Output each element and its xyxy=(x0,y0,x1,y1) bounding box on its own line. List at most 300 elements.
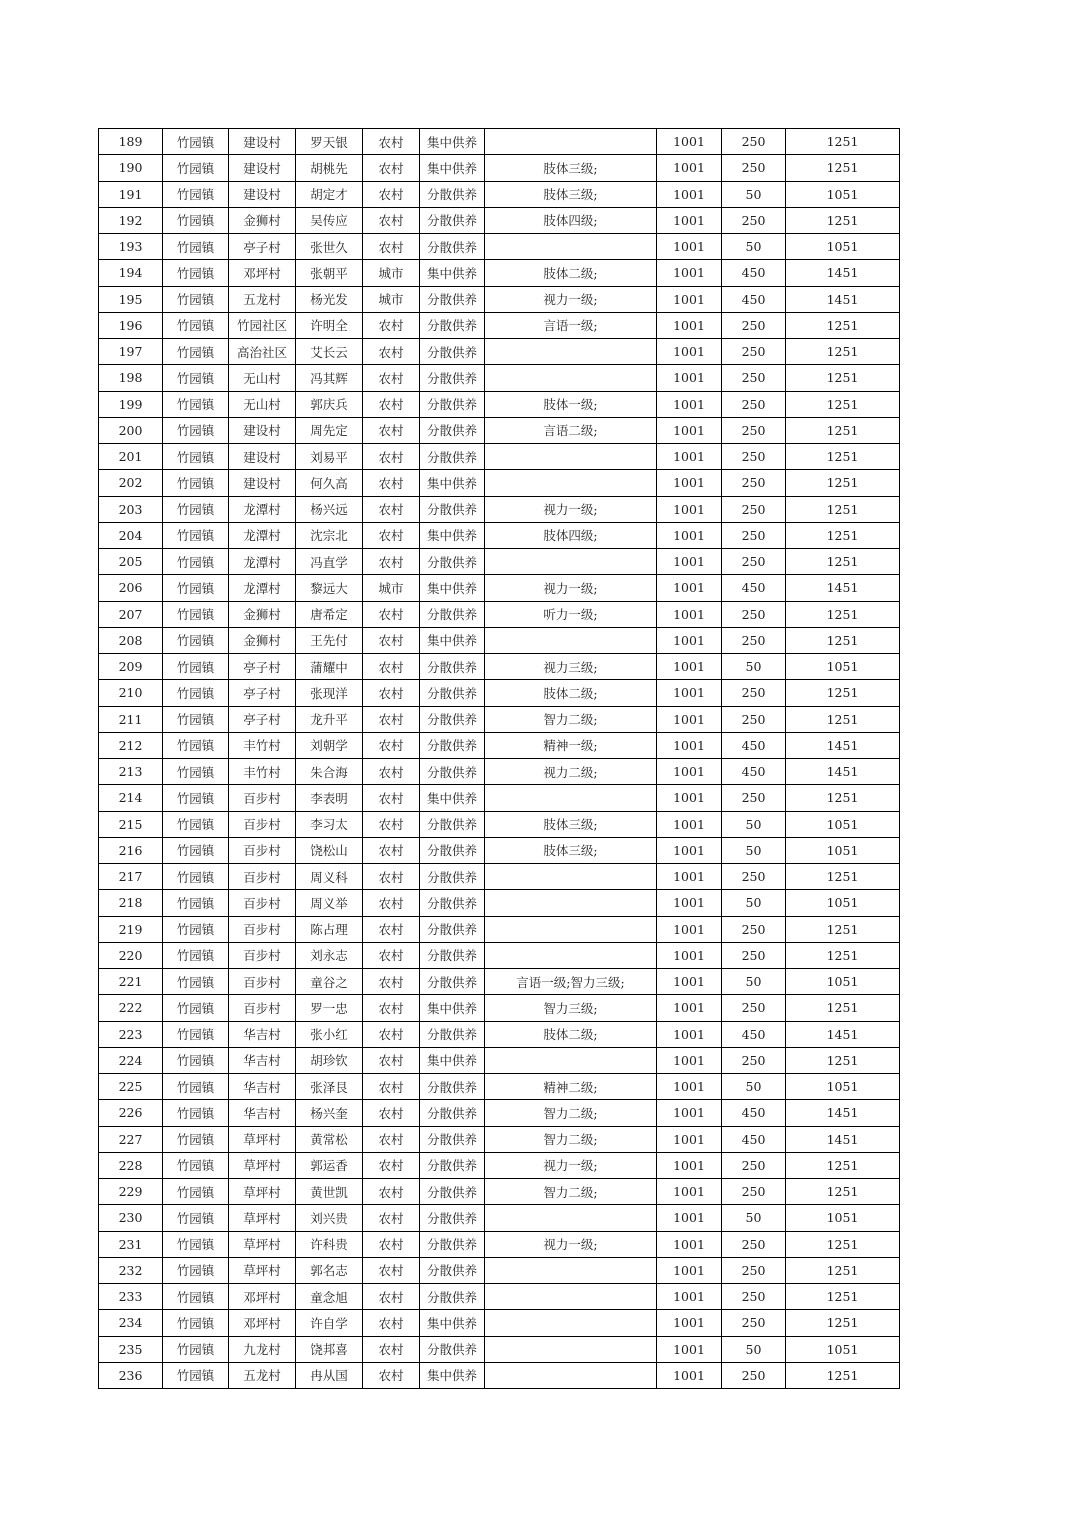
cell-base: 1001 xyxy=(657,312,722,338)
cell-town: 竹园镇 xyxy=(163,339,229,365)
table-row xyxy=(99,1179,900,1205)
cell-village: 草坪村 xyxy=(229,1231,296,1257)
cell-area: 农村 xyxy=(363,680,420,706)
cell-name: 胡定才 xyxy=(296,181,363,207)
cell-support: 分散供养 xyxy=(420,417,485,443)
cell-village: 五龙村 xyxy=(229,1362,296,1388)
cell-base: 1001 xyxy=(657,759,722,785)
cell-village: 百步村 xyxy=(229,811,296,837)
cell-support: 分散供养 xyxy=(420,732,485,758)
cell-support: 集中供养 xyxy=(420,1310,485,1336)
table-row xyxy=(99,1205,900,1231)
cell-area: 农村 xyxy=(363,1257,420,1283)
cell-disability: 言语一级;智力三级; xyxy=(485,969,657,995)
cell-village: 丰竹村 xyxy=(229,732,296,758)
cell-subsidy: 50 xyxy=(722,1074,786,1100)
cell-village: 建设村 xyxy=(229,155,296,181)
cell-area: 农村 xyxy=(363,1152,420,1178)
table-row xyxy=(99,916,900,942)
cell-town: 竹园镇 xyxy=(163,680,229,706)
cell-name: 周义科 xyxy=(296,864,363,890)
cell-seq: 200 xyxy=(99,417,163,443)
cell-village: 百步村 xyxy=(229,785,296,811)
cell-town: 竹园镇 xyxy=(163,260,229,286)
cell-total: 1051 xyxy=(786,1205,900,1231)
table-row xyxy=(99,706,900,732)
cell-name: 朱合海 xyxy=(296,759,363,785)
table-row xyxy=(99,129,900,155)
cell-support: 集中供养 xyxy=(420,470,485,496)
cell-total: 1251 xyxy=(786,1284,900,1310)
cell-name: 蒲耀中 xyxy=(296,654,363,680)
cell-total: 1051 xyxy=(786,181,900,207)
cell-area: 农村 xyxy=(363,811,420,837)
cell-area: 农村 xyxy=(363,601,420,627)
cell-area: 农村 xyxy=(363,1310,420,1336)
cell-village: 百步村 xyxy=(229,890,296,916)
cell-support: 集中供养 xyxy=(420,627,485,653)
cell-name: 何久高 xyxy=(296,470,363,496)
table-row xyxy=(99,1047,900,1073)
cell-seq: 201 xyxy=(99,444,163,470)
cell-name: 胡珍钦 xyxy=(296,1047,363,1073)
cell-disability: 智力二级; xyxy=(485,1126,657,1152)
cell-total: 1251 xyxy=(786,1231,900,1257)
cell-area: 农村 xyxy=(363,1205,420,1231)
cell-disability: 精神二级; xyxy=(485,1074,657,1100)
cell-base: 1001 xyxy=(657,837,722,863)
cell-subsidy: 250 xyxy=(722,680,786,706)
cell-area: 城市 xyxy=(363,260,420,286)
cell-town: 竹园镇 xyxy=(163,181,229,207)
table-row xyxy=(99,627,900,653)
cell-name: 刘兴贵 xyxy=(296,1205,363,1231)
cell-disability: 智力二级; xyxy=(485,1179,657,1205)
cell-disability: 肢体三级; xyxy=(485,811,657,837)
cell-subsidy: 250 xyxy=(722,470,786,496)
cell-town: 竹园镇 xyxy=(163,864,229,890)
cell-subsidy: 250 xyxy=(722,1047,786,1073)
cell-base: 1001 xyxy=(657,890,722,916)
cell-disability: 肢体三级; xyxy=(485,181,657,207)
cell-seq: 223 xyxy=(99,1021,163,1047)
cell-disability: 精神一级; xyxy=(485,732,657,758)
cell-village: 百步村 xyxy=(229,916,296,942)
cell-total: 1251 xyxy=(786,391,900,417)
cell-village: 丰竹村 xyxy=(229,759,296,785)
cell-support: 分散供养 xyxy=(420,1021,485,1047)
cell-seq: 233 xyxy=(99,1284,163,1310)
cell-total: 1251 xyxy=(786,1362,900,1388)
cell-town: 竹园镇 xyxy=(163,1074,229,1100)
cell-name: 李习太 xyxy=(296,811,363,837)
cell-area: 城市 xyxy=(363,575,420,601)
cell-seq: 228 xyxy=(99,1152,163,1178)
cell-name: 陈占理 xyxy=(296,916,363,942)
cell-disability: 视力一级; xyxy=(485,1152,657,1178)
cell-total: 1251 xyxy=(786,680,900,706)
cell-subsidy: 450 xyxy=(722,1021,786,1047)
cell-town: 竹园镇 xyxy=(163,1205,229,1231)
cell-name: 郭名志 xyxy=(296,1257,363,1283)
table-row xyxy=(99,312,900,338)
cell-support: 集中供养 xyxy=(420,129,485,155)
cell-seq: 235 xyxy=(99,1336,163,1362)
cell-subsidy: 50 xyxy=(722,811,786,837)
cell-name: 胡桃先 xyxy=(296,155,363,181)
cell-base: 1001 xyxy=(657,995,722,1021)
cell-town: 竹园镇 xyxy=(163,470,229,496)
cell-town: 竹园镇 xyxy=(163,732,229,758)
cell-area: 农村 xyxy=(363,864,420,890)
cell-seq: 232 xyxy=(99,1257,163,1283)
cell-name: 龙升平 xyxy=(296,706,363,732)
cell-base: 1001 xyxy=(657,1362,722,1388)
cell-disability: 视力一级; xyxy=(485,1231,657,1257)
cell-area: 农村 xyxy=(363,155,420,181)
cell-support: 分散供养 xyxy=(420,1100,485,1126)
cell-support: 分散供养 xyxy=(420,811,485,837)
cell-town: 竹园镇 xyxy=(163,207,229,233)
cell-total: 1251 xyxy=(786,522,900,548)
cell-base: 1001 xyxy=(657,1284,722,1310)
cell-seq: 189 xyxy=(99,129,163,155)
cell-subsidy: 250 xyxy=(722,391,786,417)
cell-base: 1001 xyxy=(657,470,722,496)
cell-seq: 230 xyxy=(99,1205,163,1231)
cell-area: 农村 xyxy=(363,785,420,811)
cell-total: 1051 xyxy=(786,811,900,837)
cell-base: 1001 xyxy=(657,391,722,417)
cell-base: 1001 xyxy=(657,1047,722,1073)
cell-name: 罗一忠 xyxy=(296,995,363,1021)
cell-village: 百步村 xyxy=(229,969,296,995)
cell-subsidy: 250 xyxy=(722,365,786,391)
cell-support: 分散供养 xyxy=(420,759,485,785)
cell-area: 农村 xyxy=(363,129,420,155)
cell-name: 杨兴奎 xyxy=(296,1100,363,1126)
cell-subsidy: 250 xyxy=(722,549,786,575)
cell-name: 冯直学 xyxy=(296,549,363,575)
cell-town: 竹园镇 xyxy=(163,916,229,942)
cell-village: 龙潭村 xyxy=(229,575,296,601)
cell-total: 1251 xyxy=(786,207,900,233)
cell-town: 竹园镇 xyxy=(163,1336,229,1362)
cell-disability xyxy=(485,129,657,155)
cell-disability xyxy=(485,627,657,653)
cell-disability: 视力三级; xyxy=(485,654,657,680)
cell-disability: 肢体一级; xyxy=(485,391,657,417)
cell-seq: 219 xyxy=(99,916,163,942)
cell-seq: 199 xyxy=(99,391,163,417)
cell-subsidy: 450 xyxy=(722,732,786,758)
cell-seq: 216 xyxy=(99,837,163,863)
table-row xyxy=(99,391,900,417)
cell-village: 建设村 xyxy=(229,129,296,155)
cell-disability xyxy=(485,549,657,575)
cell-village: 亭子村 xyxy=(229,680,296,706)
cell-area: 农村 xyxy=(363,1179,420,1205)
cell-total: 1451 xyxy=(786,286,900,312)
cell-support: 分散供养 xyxy=(420,1336,485,1362)
cell-subsidy: 250 xyxy=(722,1179,786,1205)
cell-seq: 196 xyxy=(99,312,163,338)
cell-village: 亭子村 xyxy=(229,234,296,260)
cell-support: 分散供养 xyxy=(420,837,485,863)
cell-subsidy: 450 xyxy=(722,1100,786,1126)
cell-base: 1001 xyxy=(657,680,722,706)
cell-town: 竹园镇 xyxy=(163,1362,229,1388)
cell-village: 金狮村 xyxy=(229,601,296,627)
cell-name: 刘朝学 xyxy=(296,732,363,758)
cell-support: 集中供养 xyxy=(420,785,485,811)
cell-support: 分散供养 xyxy=(420,286,485,312)
cell-seq: 224 xyxy=(99,1047,163,1073)
cell-seq: 204 xyxy=(99,522,163,548)
cell-name: 吴传应 xyxy=(296,207,363,233)
cell-seq: 222 xyxy=(99,995,163,1021)
cell-total: 1251 xyxy=(786,155,900,181)
cell-total: 1251 xyxy=(786,864,900,890)
cell-area: 农村 xyxy=(363,995,420,1021)
cell-town: 竹园镇 xyxy=(163,811,229,837)
cell-seq: 236 xyxy=(99,1362,163,1388)
cell-town: 竹园镇 xyxy=(163,155,229,181)
cell-total: 1051 xyxy=(786,1074,900,1100)
cell-support: 分散供养 xyxy=(420,942,485,968)
cell-disability xyxy=(485,1310,657,1336)
cell-village: 华吉村 xyxy=(229,1047,296,1073)
cell-disability: 肢体二级; xyxy=(485,260,657,286)
cell-town: 竹园镇 xyxy=(163,1021,229,1047)
cell-total: 1251 xyxy=(786,706,900,732)
cell-town: 竹园镇 xyxy=(163,1284,229,1310)
cell-seq: 210 xyxy=(99,680,163,706)
table-row xyxy=(99,601,900,627)
cell-base: 1001 xyxy=(657,417,722,443)
cell-village: 建设村 xyxy=(229,470,296,496)
cell-base: 1001 xyxy=(657,732,722,758)
cell-support: 集中供养 xyxy=(420,155,485,181)
cell-area: 农村 xyxy=(363,890,420,916)
cell-village: 九龙村 xyxy=(229,1336,296,1362)
cell-base: 1001 xyxy=(657,129,722,155)
cell-village: 无山村 xyxy=(229,365,296,391)
cell-disability xyxy=(485,942,657,968)
cell-base: 1001 xyxy=(657,1257,722,1283)
cell-area: 农村 xyxy=(363,1021,420,1047)
cell-total: 1251 xyxy=(786,470,900,496)
cell-disability xyxy=(485,864,657,890)
cell-town: 竹园镇 xyxy=(163,234,229,260)
cell-area: 农村 xyxy=(363,470,420,496)
cell-total: 1251 xyxy=(786,995,900,1021)
cell-area: 农村 xyxy=(363,312,420,338)
cell-area: 农村 xyxy=(363,1074,420,1100)
cell-name: 许自学 xyxy=(296,1310,363,1336)
cell-disability xyxy=(485,916,657,942)
cell-seq: 205 xyxy=(99,549,163,575)
cell-town: 竹园镇 xyxy=(163,995,229,1021)
cell-support: 分散供养 xyxy=(420,391,485,417)
cell-village: 金狮村 xyxy=(229,207,296,233)
cell-town: 竹园镇 xyxy=(163,1310,229,1336)
cell-disability: 言语二级; xyxy=(485,417,657,443)
cell-support: 分散供养 xyxy=(420,234,485,260)
table-row xyxy=(99,234,900,260)
cell-area: 农村 xyxy=(363,627,420,653)
cell-town: 竹园镇 xyxy=(163,1231,229,1257)
cell-support: 分散供养 xyxy=(420,339,485,365)
cell-base: 1001 xyxy=(657,864,722,890)
cell-base: 1001 xyxy=(657,916,722,942)
cell-support: 分散供养 xyxy=(420,1257,485,1283)
cell-support: 分散供养 xyxy=(420,654,485,680)
cell-subsidy: 50 xyxy=(722,1336,786,1362)
cell-subsidy: 50 xyxy=(722,234,786,260)
table-row xyxy=(99,864,900,890)
cell-disability xyxy=(485,1205,657,1231)
cell-disability xyxy=(485,1257,657,1283)
cell-village: 亭子村 xyxy=(229,654,296,680)
cell-disability: 肢体四级; xyxy=(485,522,657,548)
cell-disability: 智力三级; xyxy=(485,995,657,1021)
cell-town: 竹园镇 xyxy=(163,417,229,443)
cell-seq: 193 xyxy=(99,234,163,260)
cell-support: 分散供养 xyxy=(420,1231,485,1257)
cell-subsidy: 450 xyxy=(722,759,786,785)
cell-disability xyxy=(485,234,657,260)
cell-total: 1251 xyxy=(786,365,900,391)
cell-area: 农村 xyxy=(363,1100,420,1126)
cell-subsidy: 250 xyxy=(722,916,786,942)
cell-area: 农村 xyxy=(363,1126,420,1152)
cell-support: 集中供养 xyxy=(420,1047,485,1073)
cell-support: 分散供养 xyxy=(420,706,485,732)
cell-town: 竹园镇 xyxy=(163,1179,229,1205)
cell-area: 农村 xyxy=(363,496,420,522)
cell-town: 竹园镇 xyxy=(163,549,229,575)
cell-town: 竹园镇 xyxy=(163,575,229,601)
cell-disability: 听力一级; xyxy=(485,601,657,627)
cell-village: 邓坪村 xyxy=(229,260,296,286)
table-row xyxy=(99,890,900,916)
cell-base: 1001 xyxy=(657,785,722,811)
cell-area: 农村 xyxy=(363,391,420,417)
table-row xyxy=(99,969,900,995)
cell-town: 竹园镇 xyxy=(163,496,229,522)
cell-base: 1001 xyxy=(657,706,722,732)
cell-disability xyxy=(485,365,657,391)
cell-name: 许明全 xyxy=(296,312,363,338)
cell-town: 竹园镇 xyxy=(163,1126,229,1152)
cell-base: 1001 xyxy=(657,1021,722,1047)
cell-seq: 221 xyxy=(99,969,163,995)
cell-support: 分散供养 xyxy=(420,312,485,338)
cell-village: 邓坪村 xyxy=(229,1310,296,1336)
cell-area: 农村 xyxy=(363,942,420,968)
cell-disability: 肢体三级; xyxy=(485,155,657,181)
cell-subsidy: 250 xyxy=(722,522,786,548)
cell-seq: 217 xyxy=(99,864,163,890)
cell-area: 农村 xyxy=(363,444,420,470)
cell-seq: 226 xyxy=(99,1100,163,1126)
cell-seq: 220 xyxy=(99,942,163,968)
cell-area: 农村 xyxy=(363,207,420,233)
cell-subsidy: 250 xyxy=(722,1362,786,1388)
cell-base: 1001 xyxy=(657,1152,722,1178)
table-row xyxy=(99,1021,900,1047)
cell-disability: 肢体二级; xyxy=(485,1021,657,1047)
cell-town: 竹园镇 xyxy=(163,1257,229,1283)
cell-town: 竹园镇 xyxy=(163,1100,229,1126)
table-row xyxy=(99,995,900,1021)
cell-area: 农村 xyxy=(363,549,420,575)
cell-village: 华吉村 xyxy=(229,1021,296,1047)
table-row xyxy=(99,654,900,680)
table-row xyxy=(99,522,900,548)
cell-support: 分散供养 xyxy=(420,916,485,942)
cell-name: 张现洋 xyxy=(296,680,363,706)
cell-total: 1251 xyxy=(786,1310,900,1336)
cell-total: 1251 xyxy=(786,942,900,968)
cell-village: 龙潭村 xyxy=(229,549,296,575)
cell-subsidy: 250 xyxy=(722,496,786,522)
cell-village: 草坪村 xyxy=(229,1152,296,1178)
cell-town: 竹园镇 xyxy=(163,391,229,417)
cell-subsidy: 50 xyxy=(722,837,786,863)
cell-disability: 视力二级; xyxy=(485,759,657,785)
cell-seq: 191 xyxy=(99,181,163,207)
cell-support: 分散供养 xyxy=(420,1284,485,1310)
cell-total: 1251 xyxy=(786,339,900,365)
cell-name: 饶松山 xyxy=(296,837,363,863)
cell-base: 1001 xyxy=(657,496,722,522)
cell-total: 1251 xyxy=(786,1257,900,1283)
cell-seq: 195 xyxy=(99,286,163,312)
table-row xyxy=(99,1336,900,1362)
table-row xyxy=(99,1074,900,1100)
cell-village: 建设村 xyxy=(229,417,296,443)
cell-subsidy: 250 xyxy=(722,1257,786,1283)
cell-base: 1001 xyxy=(657,1074,722,1100)
cell-base: 1001 xyxy=(657,1100,722,1126)
cell-disability xyxy=(485,339,657,365)
table-row xyxy=(99,496,900,522)
cell-support: 分散供养 xyxy=(420,864,485,890)
cell-name: 周先定 xyxy=(296,417,363,443)
cell-village: 华吉村 xyxy=(229,1100,296,1126)
cell-seq: 214 xyxy=(99,785,163,811)
cell-total: 1451 xyxy=(786,732,900,758)
cell-village: 金狮村 xyxy=(229,627,296,653)
cell-total: 1051 xyxy=(786,837,900,863)
cell-seq: 211 xyxy=(99,706,163,732)
cell-name: 童谷之 xyxy=(296,969,363,995)
cell-support: 分散供养 xyxy=(420,181,485,207)
cell-subsidy: 250 xyxy=(722,444,786,470)
table-row xyxy=(99,1310,900,1336)
cell-village: 亭子村 xyxy=(229,706,296,732)
cell-town: 竹园镇 xyxy=(163,969,229,995)
table-row xyxy=(99,732,900,758)
cell-disability: 视力一级; xyxy=(485,496,657,522)
cell-village: 龙潭村 xyxy=(229,522,296,548)
cell-base: 1001 xyxy=(657,1336,722,1362)
cell-subsidy: 250 xyxy=(722,155,786,181)
cell-disability: 智力二级; xyxy=(485,1100,657,1126)
cell-base: 1001 xyxy=(657,1126,722,1152)
